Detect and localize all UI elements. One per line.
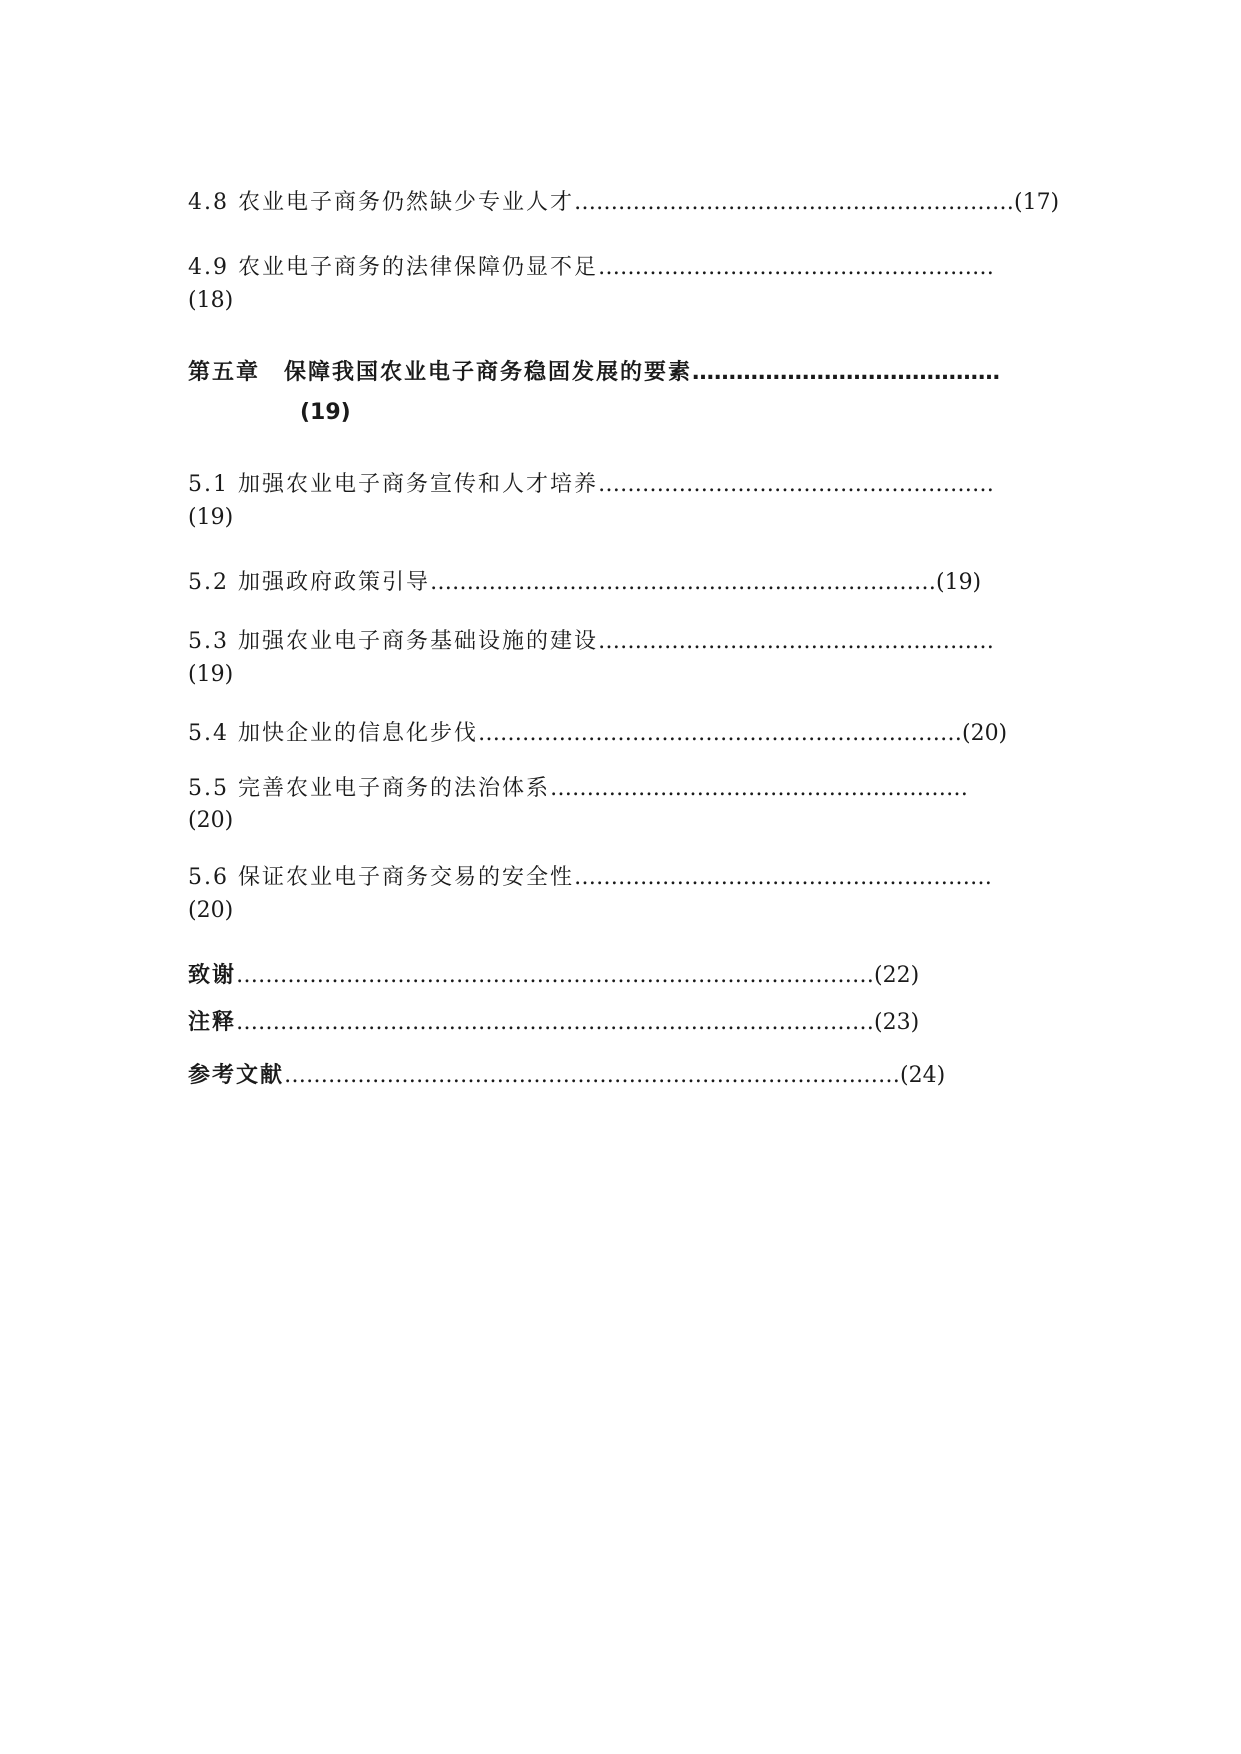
toc-entry-title: 致谢: [188, 963, 237, 988]
toc-page-number: (20): [188, 808, 234, 833]
toc-entry-title: 5.6 保证农业电子商务交易的安全性: [188, 865, 574, 890]
toc-page-number: (19): [935, 570, 982, 595]
toc-entry-4-8[interactable]: [188, 188, 1059, 218]
toc-entry-title: 5.5 完善农业电子商务的法治体系: [188, 776, 550, 801]
toc-page-number: (20): [188, 898, 234, 923]
toc-dot-leader: ……………………………………………………………………………: [236, 1010, 875, 1035]
toc-entry-title: 4.8 农业电子商务仍然缺少专业人才: [188, 190, 574, 215]
toc-entry-title: 参考文献: [188, 1063, 285, 1088]
toc-entry-5-1[interactable]: [188, 470, 994, 500]
toc-page-number: (22): [874, 963, 920, 988]
toc-dot-leader: …………………………………………………………: [477, 721, 962, 746]
toc-dot-leader: ………………………………………………: [597, 629, 994, 654]
toc-page-number: (19): [188, 662, 234, 687]
toc-page-number: (24): [900, 1063, 946, 1088]
toc-dot-leader: ……………………………………………………………: [429, 570, 936, 595]
toc-entry-4-9[interactable]: [188, 253, 994, 283]
toc-page-number: (19): [188, 505, 234, 530]
toc-entry-references[interactable]: [188, 1061, 945, 1091]
toc-dot-leader: …………………………………………………: [549, 776, 968, 801]
toc-entry-title: 5.3 加强农业电子商务基础设施的建设: [188, 629, 598, 654]
toc-entry-5-2[interactable]: [188, 568, 981, 598]
toc-entry-4-9-page: [188, 286, 233, 316]
toc-entry-notes[interactable]: [188, 1008, 919, 1038]
toc-dot-leader: …………………………………………………………………………: [284, 1063, 901, 1088]
toc-entry-acknowledgements[interactable]: [188, 961, 919, 991]
toc-entry-title: 4.9 农业电子商务的法律保障仍显不足: [188, 255, 598, 280]
toc-dot-leader: ………………………………………………: [597, 255, 994, 280]
toc-entry-5-4[interactable]: [188, 719, 1007, 749]
toc-entry-title: 5.1 加强农业电子商务宣传和人才培养: [188, 472, 598, 497]
toc-dot-leader: ……………………………………: [692, 360, 1001, 385]
toc-entry-5-5[interactable]: [188, 774, 968, 804]
toc-entry-5-3[interactable]: [188, 627, 994, 657]
toc-dot-leader: ………………………………………………: [597, 472, 994, 497]
toc-entry-title: 5.4 加快企业的信息化步伐: [188, 721, 478, 746]
toc-page-number: (23): [874, 1010, 920, 1035]
toc-entry-5-6[interactable]: [188, 863, 992, 893]
toc-page-number: (17): [1013, 190, 1060, 215]
toc-chapter-5-page: [300, 398, 351, 428]
toc-page-number: (19): [300, 400, 351, 425]
toc-entry-5-6-page: [188, 896, 233, 926]
toc-entry-title: 注释: [188, 1010, 237, 1035]
toc-entry-5-1-page: [188, 503, 233, 533]
toc-page-number: (20): [961, 721, 1008, 746]
toc-chapter-5-heading[interactable]: [188, 358, 1000, 388]
toc-chapter-title: 第五章 保障我国农业电子商务稳固发展的要素: [188, 360, 693, 385]
toc-page-number: (18): [188, 288, 234, 313]
toc-dot-leader: …………………………………………………: [573, 865, 992, 890]
toc-entry-5-3-page: [188, 660, 233, 690]
toc-entry-title: 5.2 加强政府政策引导: [188, 570, 430, 595]
toc-dot-leader: ……………………………………………………………………………: [236, 963, 875, 988]
toc-dot-leader: ……………………………………………………: [573, 190, 1014, 215]
toc-entry-5-5-page: [188, 806, 233, 836]
